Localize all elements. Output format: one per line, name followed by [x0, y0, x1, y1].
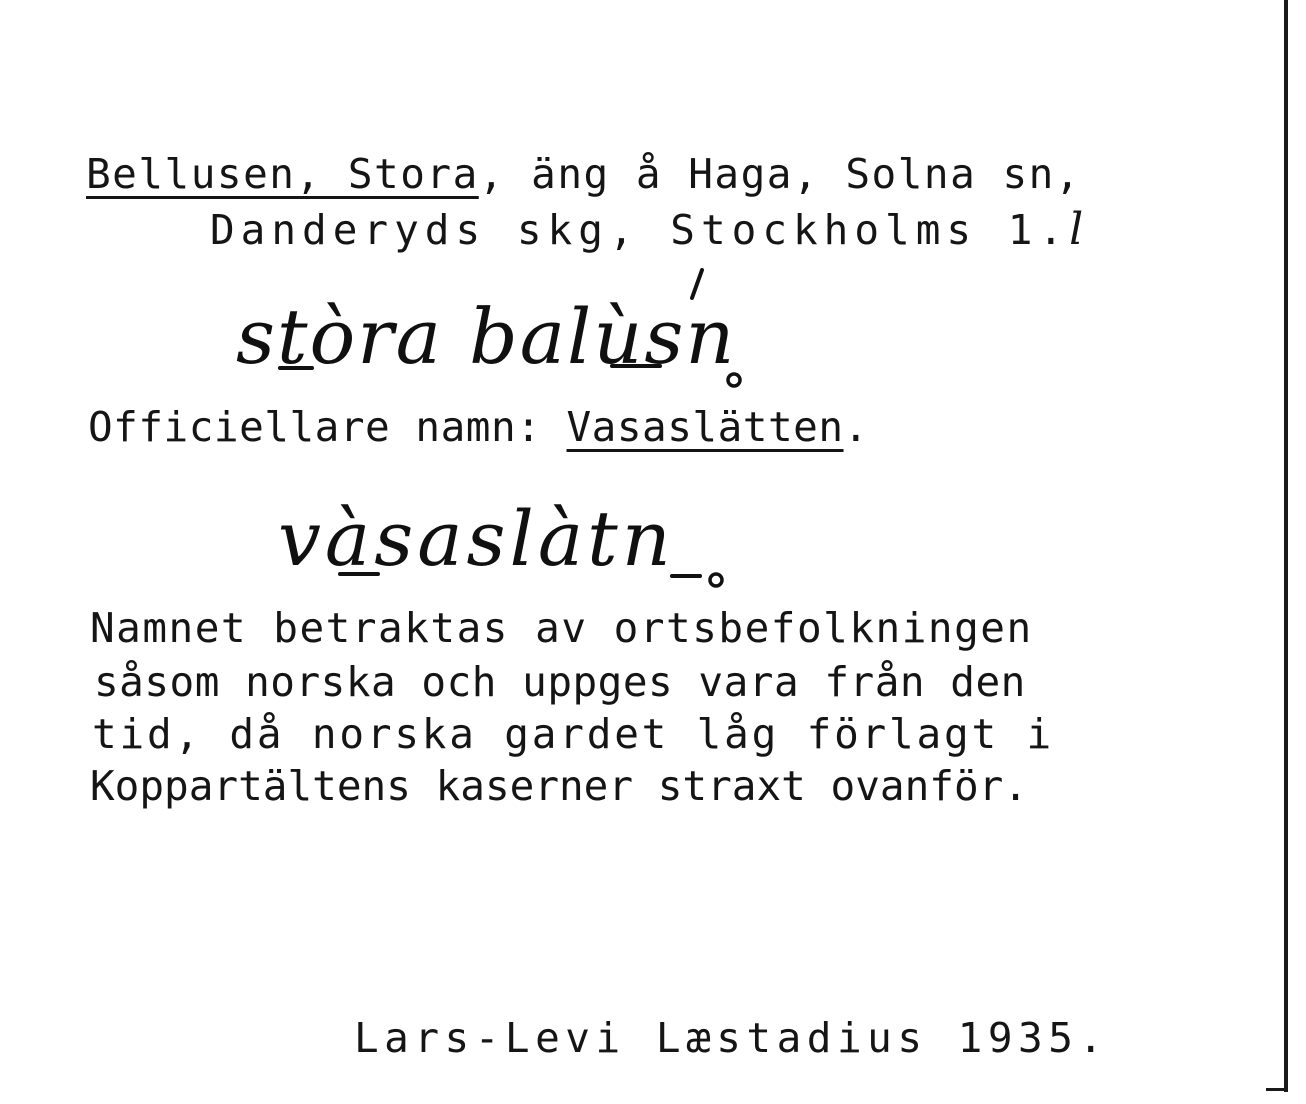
- official-name: Vasaslätten: [566, 403, 844, 451]
- place-location: [210, 202, 1083, 258]
- pronunciation-marks-2: [300, 458, 780, 588]
- signature: Lars-Levi Læstadius 1935.: [354, 1014, 1109, 1062]
- body-line-1: Namnet betraktas av ortsbefolkningen: [90, 604, 1033, 652]
- pronunciation-handwritten-2: vàsaslàtn: [278, 494, 675, 583]
- card-edge: [1284, 0, 1288, 1092]
- place-name: Bellusen, Stora: [86, 150, 479, 198]
- official-end: .: [843, 403, 869, 451]
- pronunciation-handwritten-1: stòra balùsn: [236, 292, 737, 381]
- official-label: Officiellare namn:: [88, 403, 567, 451]
- place-heading: [86, 146, 1081, 202]
- body-line-3: tid, då norska gardet låg förlagt i: [92, 710, 1054, 758]
- card-edge-bottom: [1266, 1088, 1288, 1091]
- handwritten-correction: l: [1069, 204, 1084, 255]
- body-line-2: såsom norska och uppges vara från den: [94, 658, 1026, 706]
- official-name-line: [88, 399, 869, 455]
- place-location-text: Danderyds skg, Stockholms 1.: [210, 206, 1070, 254]
- place-description: , äng å Haga, Solna sn,: [478, 150, 1081, 198]
- body-line-4: Koppartältens kaserner straxt ovanför.: [90, 762, 1028, 810]
- pronunciation-marks-1: [220, 268, 780, 388]
